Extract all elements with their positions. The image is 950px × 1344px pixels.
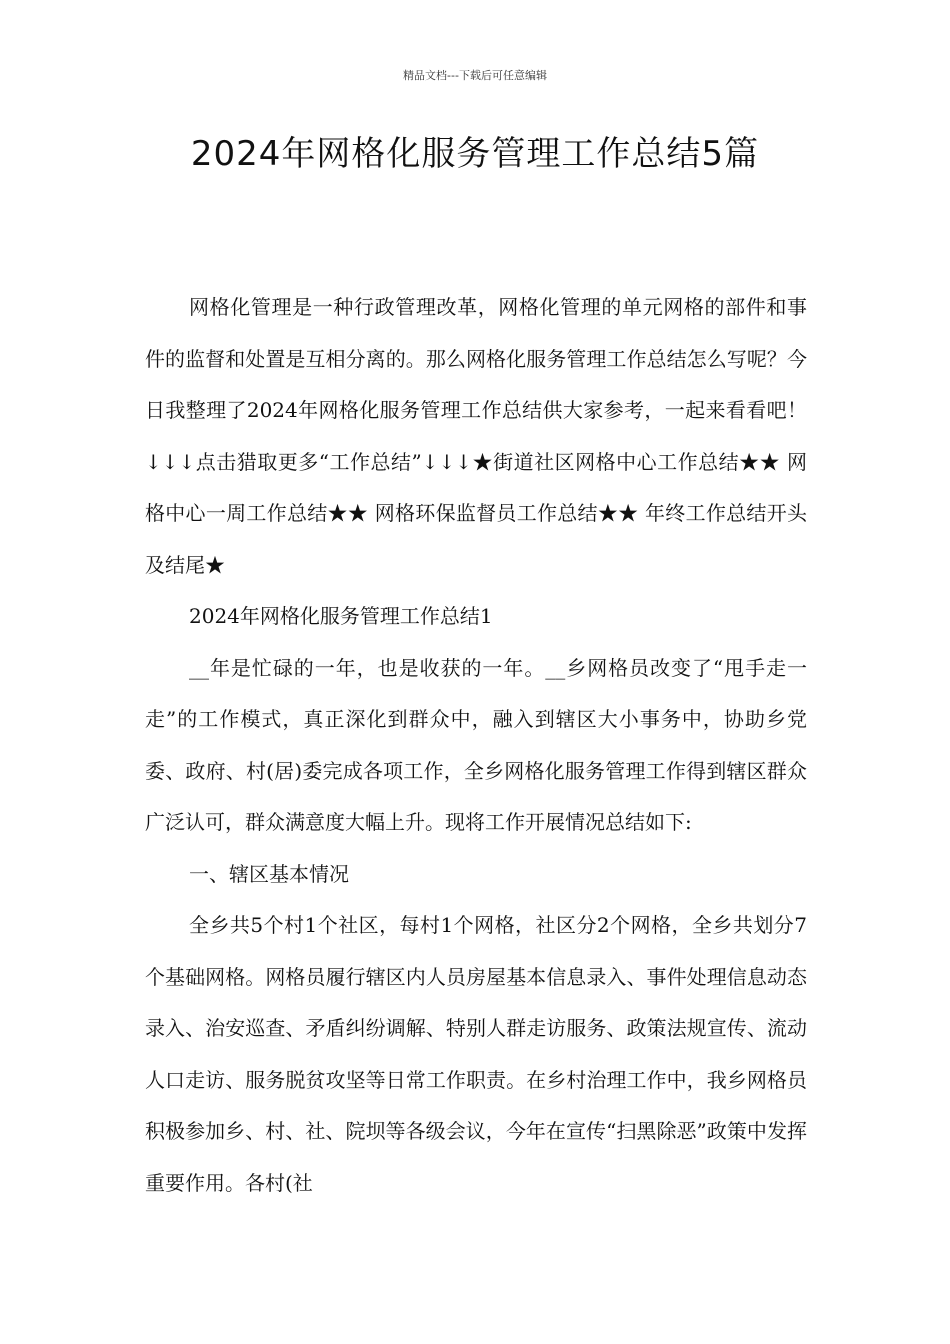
document-title: 2024年网格化服务管理工作总结5篇 bbox=[190, 134, 760, 174]
document-body bbox=[145, 282, 807, 1209]
paragraph-intro: 网格化管理是一种行政管理改革，网格化管理的单元网格的部件和事件的监督和处置是互相分离的。那么网格化服务管理工作总结怎么写呢？今日我整理了2024年网格化服务管理工作总结供大家参考，一起来看看吧！↓↓↓点击猎取更多“工作总结”↓↓↓★街道社区网格中心工作总结★★ 网格中心一周工作总结★★ 网格环保监督员工作总结★★ 年终工作总结开头及结尾★ bbox=[145, 295, 807, 577]
section-heading-basic-situation: 一、辖区基本情况 bbox=[189, 861, 349, 886]
page-header: 精品文档---下载后可任意编辑 bbox=[403, 69, 547, 82]
paragraph-basic-situation: 全乡共5个村1个社区，每村1个网格，社区分2个网格，全乡共划分7个基础网格。网格员履行辖区内人员房屋基本信息录入、事件处理信息动态录入、治安巡查、矛盾纠纷调解、特别人群走访服务、政策法规宣传、流动人口走访、服务脱贫攻坚等日常工作职责。在乡村治理工作中，我乡网格员积极参加乡、村、社、院坝等各级会议，今年在宣传“扫黑除恶”政策中发挥重要作用。各村(社 bbox=[145, 913, 807, 1195]
section-heading-summary-1: 2024年网格化服务管理工作总结1 bbox=[189, 604, 493, 628]
paragraph-overview: __年是忙碌的一年，也是收获的一年。__乡网格员改变了“甩手走一走”的工作模式，真正深化到群众中，融入到辖区大小事务中，协助乡党委、政府、村(居)委完成各项工作，全乡网格化服务管理工作得到辖区群众广泛认可，群众满意度大幅上升。现将工作开展情况总结如下: bbox=[145, 655, 807, 834]
